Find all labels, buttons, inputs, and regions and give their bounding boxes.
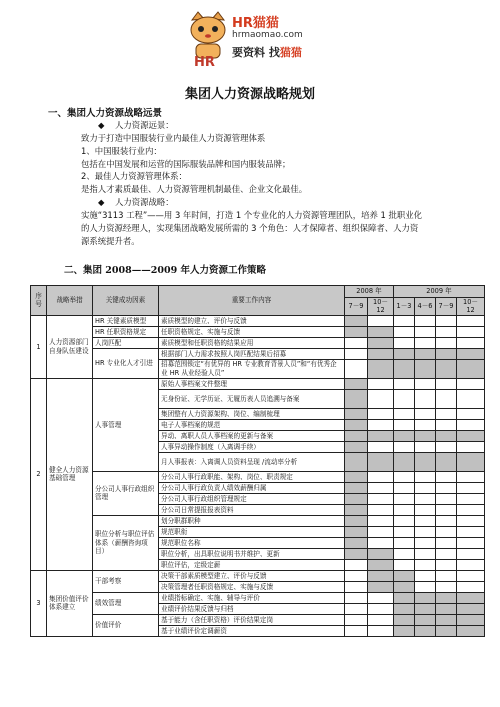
schedule-cell-active	[394, 452, 415, 471]
schedule-cell	[345, 348, 368, 359]
table-header-row	[31, 286, 485, 298]
schedule-cell	[345, 581, 368, 592]
table-row	[31, 614, 485, 625]
schedule-cell-active	[345, 548, 368, 559]
schedule-cell-active	[368, 337, 394, 348]
schedule-cell-active	[415, 359, 436, 378]
schedule-cell	[436, 493, 457, 504]
schedule-cell-active	[415, 603, 436, 614]
schedule-cell-active	[345, 452, 368, 471]
schedule-cell	[345, 614, 368, 625]
schedule-cell-active	[345, 326, 368, 337]
table-row	[31, 315, 485, 326]
schedule-cell-active	[394, 625, 415, 636]
schedule-cell	[415, 315, 436, 326]
strategy-table	[30, 285, 485, 637]
schedule-cell	[457, 419, 485, 430]
schedule-cell	[436, 537, 457, 548]
schedule-cell	[368, 592, 394, 603]
table-row	[31, 592, 485, 603]
header-period: 7－9	[345, 298, 368, 316]
vision-line: 1、中国服装行业内：	[81, 146, 162, 156]
schedule-cell	[415, 526, 436, 537]
schedule-cell-active	[394, 614, 415, 625]
schedule-cell	[436, 378, 457, 389]
section1-heading: 一、集团人力资源战略远景	[48, 108, 163, 119]
schedule-cell-active	[345, 493, 368, 504]
factor-cell: HR 专业化人才引进	[93, 348, 159, 378]
header-2009: 2009 年	[394, 286, 485, 298]
section2-heading: 二、集团 2008——2009 年人力资源工作策略	[64, 265, 266, 276]
cat-mascot-icon	[186, 10, 230, 68]
bullet-icon: ◆	[98, 120, 105, 130]
strategy-cell: 集团价值评价体系建立	[47, 570, 93, 636]
schedule-cell-active	[457, 614, 485, 625]
schedule-cell	[457, 326, 485, 337]
header-period: 7－9	[436, 298, 457, 316]
schedule-cell	[415, 378, 436, 389]
schedule-cell-active	[394, 359, 415, 378]
schedule-cell	[394, 471, 415, 482]
page-title: 集团人力资源战略规划	[184, 87, 315, 102]
schedule-cell	[436, 315, 457, 326]
schedule-cell-active	[457, 359, 485, 378]
schedule-cell	[457, 337, 485, 348]
schedule-cell	[415, 559, 436, 570]
content-cell: 分公司人事行政职能、架构、岗位、职责规定	[159, 471, 345, 482]
schedule-cell	[368, 419, 394, 430]
schedule-cell	[457, 559, 485, 570]
strategy-line: 的人力资源经理人，实现集团战略发展所需的 3 个角色：人才保障者、组织保障者、人力资	[81, 223, 419, 233]
vision-line: 是指人才素质最佳、人力资源管理机制最佳、企业文化最佳。	[81, 184, 308, 194]
schedule-cell-active	[345, 408, 368, 419]
schedule-cell-active	[457, 592, 485, 603]
schedule-cell-active	[436, 625, 457, 636]
schedule-cell-active	[345, 315, 368, 326]
seq-cell: 1	[31, 315, 47, 378]
schedule-cell	[415, 389, 436, 408]
table-row	[31, 326, 485, 337]
schedule-cell	[394, 408, 415, 419]
schedule-cell	[457, 315, 485, 326]
schedule-cell	[368, 504, 394, 515]
schedule-cell-active	[394, 592, 415, 603]
content-cell: 根据部门人力需求按照人岗匹配结果后招募	[159, 348, 345, 359]
schedule-cell-active	[415, 592, 436, 603]
schedule-cell-active	[415, 348, 436, 359]
schedule-cell	[394, 326, 415, 337]
schedule-cell	[436, 515, 457, 526]
schedule-cell	[394, 515, 415, 526]
header-factor: 关键成功因素	[93, 286, 159, 316]
schedule-cell	[368, 389, 394, 408]
header-2008: 2008 年	[345, 286, 394, 298]
schedule-cell-active	[394, 430, 415, 441]
schedule-cell-active	[368, 570, 394, 581]
strategy-cell: 人力资源部门自身队伍建设	[47, 315, 93, 378]
schedule-cell-active	[457, 430, 485, 441]
table-row	[31, 337, 485, 348]
content-cell: 基于业绩评价定调薪资	[159, 625, 345, 636]
schedule-cell	[394, 315, 415, 326]
schedule-cell-active	[368, 559, 394, 570]
schedule-cell	[415, 471, 436, 482]
content-cell: 任职资格规定、实施与反馈	[159, 326, 345, 337]
slogan-red-text: 猫猫	[279, 46, 302, 59]
vision-label: 人力资源远景：	[115, 120, 174, 130]
schedule-cell-active	[345, 482, 368, 493]
schedule-cell	[368, 625, 394, 636]
content-cell: 电子人事档案的规范	[159, 419, 345, 430]
content-cell: 原始人事档案文件整理	[159, 378, 345, 389]
content-cell: 业绩评价结果反馈与归档	[159, 603, 345, 614]
schedule-cell	[457, 493, 485, 504]
schedule-cell	[394, 537, 415, 548]
schedule-cell	[457, 548, 485, 559]
content-cell: 决策干部素质模型建立、评价与反馈	[159, 570, 345, 581]
schedule-cell-active	[368, 326, 394, 337]
strategy-line: 源系统提升者。	[81, 236, 140, 246]
slogan-text: 要资料 找	[232, 46, 280, 59]
schedule-cell	[457, 537, 485, 548]
schedule-cell-active	[436, 430, 457, 441]
schedule-cell	[394, 441, 415, 452]
schedule-cell	[436, 526, 457, 537]
schedule-cell-active	[436, 592, 457, 603]
schedule-cell	[368, 408, 394, 419]
strategy-line: 实施“3113 工程”——用 3 年时间，打造 1 个专业化的人力资源管理团队，培养 1 批职业化	[81, 210, 422, 220]
schedule-cell-active	[345, 504, 368, 515]
content-cell: 规范职位名称	[159, 537, 345, 548]
schedule-cell-active	[436, 614, 457, 625]
content-cell: 素质模型的建立、评价与反馈	[159, 315, 345, 326]
schedule-cell-active	[368, 348, 394, 359]
schedule-cell	[457, 389, 485, 408]
content-cell: 月人事报表：入离调人员资料呈现 /流动率分析	[159, 452, 345, 471]
content-cell: 业绩指标确定、实施、辅导与评价	[159, 592, 345, 603]
seq-cell: 2	[31, 378, 47, 570]
schedule-cell	[345, 625, 368, 636]
schedule-cell-active	[394, 570, 415, 581]
factor-cell: HR 任职资格规定	[93, 326, 159, 337]
header-seq: 序号	[31, 286, 47, 316]
schedule-cell	[415, 337, 436, 348]
schedule-cell	[368, 471, 394, 482]
content-cell: 职位评估，定级定薪	[159, 559, 345, 570]
schedule-cell	[436, 419, 457, 430]
schedule-cell	[436, 548, 457, 559]
content-cell: 异动、离职人员人事档案的更新与备案	[159, 430, 345, 441]
strategy-label: 人力资源战略：	[115, 197, 174, 207]
schedule-cell	[436, 559, 457, 570]
content-cell: 基于能力（含任职资格）评价结果定岗	[159, 614, 345, 625]
schedule-cell-active	[345, 526, 368, 537]
vision-line: 包括在中国发展和运营的国际服装品牌和国内服装品牌；	[81, 159, 291, 169]
factor-cell: 绩效管理	[93, 592, 159, 614]
content-cell: 分公司日常提报报表资料	[159, 504, 345, 515]
schedule-cell	[345, 359, 368, 378]
content-cell: 分公司人事行政负责人绩效薪酬归属	[159, 482, 345, 493]
seq-cell: 3	[31, 570, 47, 636]
table-row	[31, 570, 485, 581]
schedule-cell-active	[345, 537, 368, 548]
schedule-cell	[368, 614, 394, 625]
table-row	[31, 348, 485, 359]
schedule-cell	[368, 537, 394, 548]
schedule-cell	[457, 515, 485, 526]
schedule-cell-active	[415, 614, 436, 625]
header-period: 4－6	[415, 298, 436, 316]
schedule-cell-active	[457, 603, 485, 614]
schedule-cell	[457, 378, 485, 389]
header-period: 10－12	[457, 298, 485, 316]
schedule-cell	[394, 337, 415, 348]
schedule-cell	[415, 581, 436, 592]
schedule-cell	[394, 559, 415, 570]
header-content: 重要工作内容	[159, 286, 345, 316]
header-period: 1－3	[394, 298, 415, 316]
schedule-cell-active	[368, 452, 394, 471]
schedule-cell	[345, 570, 368, 581]
schedule-cell	[415, 515, 436, 526]
schedule-cell	[436, 471, 457, 482]
schedule-cell-active	[457, 348, 485, 359]
factor-cell: 价值评价	[93, 614, 159, 636]
schedule-cell-active	[436, 603, 457, 614]
content-cell: 规范职衔	[159, 526, 345, 537]
content-cell: 职位分析，出具职位说明书并维护、更新	[159, 548, 345, 559]
schedule-cell-active	[345, 515, 368, 526]
schedule-cell	[345, 592, 368, 603]
schedule-cell	[394, 548, 415, 559]
factor-cell: HR 关键素质模型	[93, 315, 159, 326]
schedule-cell	[436, 337, 457, 348]
schedule-cell-active	[436, 359, 457, 378]
schedule-cell	[415, 570, 436, 581]
schedule-cell	[368, 378, 394, 389]
schedule-cell	[345, 337, 368, 348]
schedule-cell	[345, 603, 368, 614]
schedule-cell	[457, 504, 485, 515]
header-strategy: 战略举措	[47, 286, 93, 316]
schedule-cell	[394, 482, 415, 493]
table-row	[31, 471, 485, 482]
schedule-cell-active	[345, 389, 368, 408]
schedule-cell	[368, 493, 394, 504]
schedule-cell-active	[345, 430, 368, 441]
schedule-cell-active	[394, 581, 415, 592]
schedule-cell	[415, 493, 436, 504]
schedule-cell-active	[457, 452, 485, 471]
factor-cell: 职位分析与职位评估体系（薪酬咨询项目）	[93, 515, 159, 570]
schedule-cell	[436, 504, 457, 515]
schedule-cell	[457, 482, 485, 493]
content-cell: 招募范围锁定“有优异的 HR 专业教育背景人员”和“有优秀企业 HR 从业经验人员”	[159, 359, 345, 378]
content-cell: 划分职群职种	[159, 515, 345, 526]
content-cell: 无身份证、无学历证、无履历表人员追溯与备案	[159, 389, 345, 408]
schedule-cell-active	[345, 378, 368, 389]
schedule-cell	[457, 526, 485, 537]
schedule-cell	[368, 515, 394, 526]
schedule-cell	[368, 526, 394, 537]
schedule-cell-active	[368, 581, 394, 592]
schedule-cell-active	[345, 441, 368, 452]
schedule-cell-active	[368, 430, 394, 441]
logo-url-text: hrmaomao.com	[232, 30, 303, 40]
hrmaomao-logo	[186, 6, 316, 76]
content-cell: 分公司人事行政组织管理规定	[159, 493, 345, 504]
table-row	[31, 378, 485, 389]
svg-text:HR: HR	[194, 55, 215, 68]
schedule-cell	[345, 559, 368, 570]
schedule-cell	[436, 570, 457, 581]
schedule-cell	[457, 570, 485, 581]
schedule-cell	[415, 482, 436, 493]
schedule-cell-active	[394, 603, 415, 614]
schedule-cell-active	[415, 430, 436, 441]
schedule-cell	[415, 537, 436, 548]
factor-cell: 分公司人事行政组织管理	[93, 471, 159, 515]
schedule-cell	[368, 315, 394, 326]
factor-cell: 干部考察	[93, 570, 159, 592]
schedule-cell-active	[368, 548, 394, 559]
schedule-cell	[394, 389, 415, 408]
schedule-cell-active	[415, 625, 436, 636]
schedule-cell-active	[345, 471, 368, 482]
bullet-icon: ◆	[98, 197, 105, 207]
schedule-cell	[394, 419, 415, 430]
schedule-cell	[415, 408, 436, 419]
schedule-cell	[457, 408, 485, 419]
content-cell: 人事异动操作制度（入离调手续）	[159, 441, 345, 452]
schedule-cell	[457, 471, 485, 482]
strategy-cell: 健全人力资源基础管理	[47, 378, 93, 570]
schedule-cell	[368, 482, 394, 493]
schedule-cell-active	[436, 452, 457, 471]
schedule-cell	[415, 441, 436, 452]
schedule-cell	[415, 326, 436, 337]
schedule-cell	[394, 378, 415, 389]
schedule-cell	[436, 408, 457, 419]
factor-cell: 人事管理	[93, 378, 159, 471]
header-period: 10－12	[368, 298, 394, 316]
schedule-cell-active	[345, 419, 368, 430]
schedule-cell	[394, 504, 415, 515]
schedule-cell-active	[436, 348, 457, 359]
content-cell: 素质模型和任职资格的结果应用	[159, 337, 345, 348]
factor-cell: 人岗匹配	[93, 337, 159, 348]
schedule-cell	[436, 482, 457, 493]
schedule-cell	[415, 419, 436, 430]
schedule-cell	[394, 493, 415, 504]
schedule-cell	[368, 441, 394, 452]
vision-line: 2、最佳人力资源管理体系：	[81, 171, 187, 181]
schedule-cell	[457, 441, 485, 452]
schedule-cell	[394, 526, 415, 537]
schedule-cell	[436, 581, 457, 592]
content-cell: 集团整有人力资源架构、岗位、编制梳理	[159, 408, 345, 419]
schedule-cell	[415, 504, 436, 515]
schedule-cell	[368, 603, 394, 614]
schedule-cell-active	[457, 625, 485, 636]
schedule-cell-active	[415, 452, 436, 471]
vision-line: 致力于打造中国服装行业内最佳人力资源管理体系	[81, 133, 266, 143]
schedule-cell	[457, 581, 485, 592]
schedule-cell	[436, 441, 457, 452]
schedule-cell	[415, 548, 436, 559]
logo-brand-text: HR猫猫	[232, 16, 279, 31]
logo-slogan	[232, 44, 302, 60]
table-row	[31, 515, 485, 526]
content-cell: 决策管理者任职资格规定、实施与反馈	[159, 581, 345, 592]
schedule-cell	[436, 389, 457, 408]
schedule-cell	[436, 326, 457, 337]
schedule-cell-active	[394, 348, 415, 359]
schedule-cell-active	[368, 359, 394, 378]
